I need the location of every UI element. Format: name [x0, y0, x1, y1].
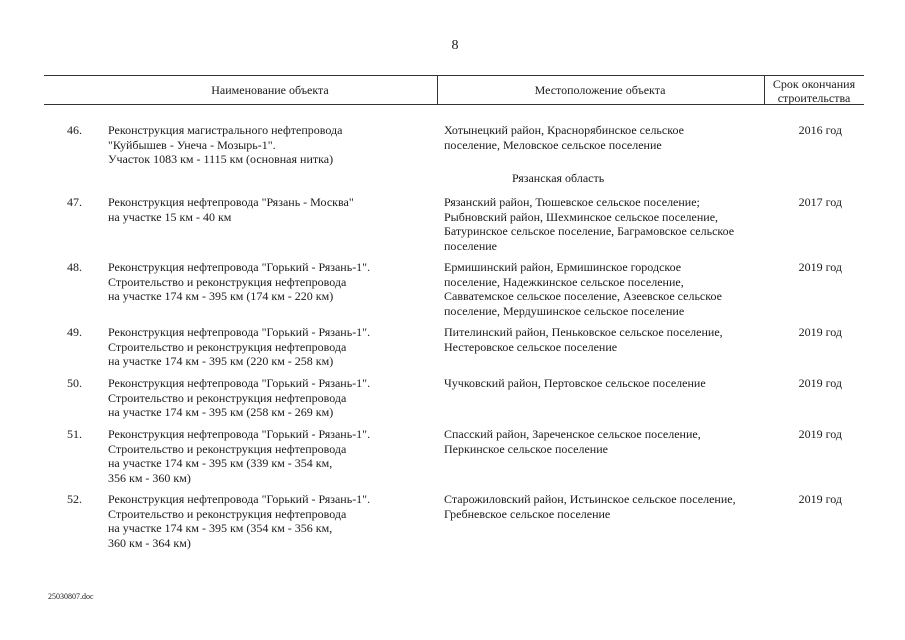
object-name-line: Участок 1083 км - 1115 км (основная нитка)	[108, 152, 334, 166]
object-name-line: Строительство и реконструкция нефтепровода	[108, 390, 347, 405]
completion-year: 2016 год	[798, 123, 842, 137]
completion-year: 2019 год	[798, 260, 842, 274]
object-name-line: на участке 174 км - 395 км (258 км - 269 км)	[108, 405, 334, 419]
object-location-line: Перкинское сельское поселение	[444, 441, 608, 456]
object-location-line: Рязанский район, Тюшевское сельское поселение;	[444, 195, 700, 209]
object-name	[108, 325, 370, 369]
object-name-line: Строительство и реконструкция нефтепровода	[108, 441, 347, 456]
completion-year: 2019 год	[798, 376, 842, 390]
object-location-line: Спасский район, Зареченское сельское поселение,	[444, 427, 701, 441]
header-top-rule	[44, 75, 864, 76]
object-location-line: Хотынецкий район, Краснорябинское сельское	[444, 123, 684, 137]
object-location	[444, 260, 722, 318]
object-name	[108, 260, 370, 304]
object-name-line: на участке 15 км - 40 км	[108, 209, 232, 224]
row-number: 46.	[67, 123, 82, 137]
column-header-name: Наименование объекта	[211, 83, 329, 97]
completion-year: 2017 год	[798, 195, 842, 209]
object-location	[444, 195, 734, 253]
column-header-location: Местоположение объекта	[534, 83, 666, 97]
object-location-line: Рыбновский район, Шехминское сельское поселение,	[444, 209, 719, 224]
object-location	[444, 376, 706, 391]
row-number: 47.	[67, 195, 82, 209]
object-location	[444, 123, 684, 152]
object-name-line: Реконструкция нефтепровода "Горький - Рязань-1".	[108, 325, 371, 339]
object-location-line: Ермишинский район, Ермишинское городское	[444, 260, 682, 274]
object-location	[444, 492, 736, 521]
object-location-line: Чучковский район, Пертовское сельское поселение	[444, 376, 706, 390]
object-location-line: поселение, Надежкинское сельское поселение,	[444, 274, 684, 289]
object-name-line: Реконструкция магистрального нефтепровода	[108, 123, 343, 137]
object-location-line: Нестеровское сельское поселение	[444, 339, 618, 354]
object-name-line: "Куйбышев - Унеча - Мозырь-1".	[108, 137, 276, 152]
header-bottom-rule	[44, 104, 864, 105]
object-location	[444, 325, 723, 354]
completion-year: 2019 год	[798, 492, 842, 506]
object-location-line: Пителинский район, Пеньковское сельское поселение,	[444, 325, 723, 339]
object-name-line: Строительство и реконструкция нефтепровода	[108, 339, 347, 354]
object-location-line: поселение, Мердушинское сельское поселение	[444, 303, 685, 318]
object-name-line: Строительство и реконструкция нефтепровода	[108, 506, 347, 521]
object-name	[108, 376, 370, 420]
object-name-line: на участке 174 км - 395 км (339 км - 354 км,	[108, 456, 333, 470]
object-name-line: на участке 174 км - 395 км (220 км - 258 км)	[108, 354, 334, 368]
footer-filename: 25030807.doc	[48, 592, 94, 601]
region-label: Рязанская область	[512, 171, 605, 185]
object-name-line: Реконструкция нефтепровода "Горький - Рязань-1".	[108, 376, 371, 390]
column-header-deadline	[764, 77, 864, 105]
object-name-line: 360 км - 364 км)	[108, 535, 191, 550]
object-location-line: поселение, Меловское сельское поселение	[444, 137, 662, 152]
object-name	[108, 492, 370, 550]
object-name	[108, 123, 342, 167]
object-location-line: поселение	[444, 238, 498, 253]
object-name	[108, 427, 370, 485]
completion-year: 2019 год	[798, 427, 842, 441]
row-number: 52.	[67, 492, 82, 506]
row-number: 51.	[67, 427, 82, 441]
object-location-line: Гребневское сельское поселение	[444, 506, 611, 521]
object-location-line: Савватемское сельское поселение, Азеевское сельское	[444, 289, 722, 303]
column-header-deadline-line1: Срок окончания	[772, 77, 856, 91]
completion-year: 2019 год	[798, 325, 842, 339]
object-name-line: Строительство и реконструкция нефтепровода	[108, 274, 347, 289]
column-header-deadline-line2: строительства	[777, 91, 851, 105]
object-location-line: Батуринское сельское поселение, Баграмовское сельское	[444, 224, 735, 238]
object-name-line: Реконструкция нефтепровода "Рязань - Москва"	[108, 195, 354, 209]
object-location-line: Старожиловский район, Истьинское сельское поселение,	[444, 492, 736, 506]
page-number: 8	[451, 38, 459, 53]
header-divider-1	[437, 75, 438, 105]
object-name-line: на участке 174 км - 395 км (174 км - 220 км)	[108, 289, 334, 303]
row-number: 50.	[67, 376, 82, 390]
object-location	[444, 427, 701, 456]
object-name-line: Реконструкция нефтепровода "Горький - Рязань-1".	[108, 427, 371, 441]
object-name-line: на участке 174 км - 395 км (354 км - 356 км,	[108, 521, 333, 535]
row-number: 48.	[67, 260, 82, 274]
object-name-line: 356 км - 360 км)	[108, 470, 191, 485]
object-name	[108, 195, 354, 224]
object-name-line: Реконструкция нефтепровода "Горький - Рязань-1".	[108, 492, 371, 506]
object-name-line: Реконструкция нефтепровода "Горький - Рязань-1".	[108, 260, 371, 274]
row-number: 49.	[67, 325, 82, 339]
